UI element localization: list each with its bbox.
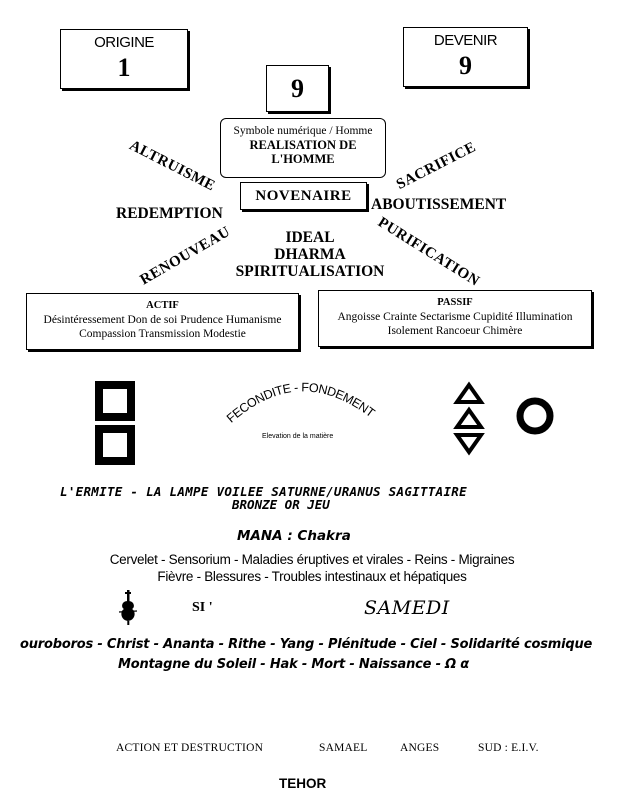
word-spiritualisation: SPIRITUALISATION xyxy=(235,263,385,280)
footer-anges: ANGES xyxy=(400,742,440,754)
circle-icon xyxy=(515,396,555,436)
tarot-line2: BRONZE OR JEU xyxy=(232,497,330,512)
passif-line1: Angoisse Crainte Sectarisme Cupidité Illumination xyxy=(337,311,573,323)
passif-box xyxy=(318,290,592,347)
word-altruisme: ALTRUISME xyxy=(126,137,218,195)
elevation-caption: Elevation de la matière xyxy=(262,433,334,440)
symbole-line3: L'HOMME xyxy=(271,152,335,166)
symbols-line2: Montagne du Soleil - Hak - Mort - Naissance - Ω α xyxy=(118,657,470,672)
triangles-icon xyxy=(453,380,485,456)
passif-line2: Isolement Rancoeur Chimère xyxy=(387,325,523,337)
footer-sud: SUD : E.I.V. xyxy=(478,742,539,754)
svg-text:FECONDITE - FONDEMENT xyxy=(224,380,378,425)
footer-action: ACTION ET DESTRUCTION xyxy=(116,742,264,754)
word-sacrifice: SACRIFICE xyxy=(393,139,479,193)
body-parts-line2: Fièvre - Blessures - Troubles intestinaux et hépatiques xyxy=(157,569,467,584)
origine-value: 1 xyxy=(117,53,131,82)
word-renouveau: RENOUVEAU xyxy=(137,223,234,289)
music-note: SI ' xyxy=(192,600,213,615)
devenir-value: 9 xyxy=(459,51,472,80)
double-square-icon xyxy=(95,381,135,465)
footer-samael: SAMAEL xyxy=(319,742,368,754)
origine-box xyxy=(60,29,188,89)
center-number-box: 9 xyxy=(266,65,329,112)
devenir-box xyxy=(403,27,528,87)
day-name: SAMEDI xyxy=(364,597,450,619)
symbole-line1: Symbole numérique / Homme xyxy=(233,125,373,137)
word-purification: PURIFICATION xyxy=(374,214,483,290)
footer-tehor: TEHOR xyxy=(279,776,327,791)
actif-line2: Compassion Transmission Modestie xyxy=(79,328,246,340)
passif-header: PASSIF xyxy=(437,297,473,308)
arc-label: FECONDITE - FONDEMENT xyxy=(223,380,378,426)
symbole-box xyxy=(220,118,386,178)
devenir-label: DEVENIR xyxy=(433,32,498,49)
origine-label: ORIGINE xyxy=(94,34,154,51)
word-redemption: REDEMPTION xyxy=(116,205,223,222)
symbols-line1: ouroboros - Christ - Ananta - Rithe - Yang - Plénitude - Ciel - Solidarité cosmique xyxy=(20,637,593,652)
tarot-line1: L'ERMITE - LA LAMPE VOILEE SATURNE/URANUS SAGITTAIRE xyxy=(60,484,467,499)
center-words xyxy=(220,229,400,280)
arc-text xyxy=(214,370,384,432)
body-parts-line1: Cervelet - Sensorium - Maladies éruptives et virales - Reins - Migraines xyxy=(109,552,515,567)
mana-line: MANA : Chakra xyxy=(237,528,351,544)
word-aboutissement: ABOUTISSEMENT xyxy=(371,196,507,213)
symbole-line2: REALISATION DE xyxy=(249,138,357,152)
violin-icon xyxy=(117,590,139,626)
actif-line1: Désintéressement Don de soi Prudence Humanisme xyxy=(43,314,282,326)
actif-box xyxy=(26,293,299,350)
word-dharma: DHARMA xyxy=(274,246,346,263)
actif-header: ACTIF xyxy=(146,300,179,311)
word-ideal: IDEAL xyxy=(285,229,335,246)
novenaire-box: NOVENAIRE xyxy=(240,182,367,210)
body-parts xyxy=(92,551,532,585)
